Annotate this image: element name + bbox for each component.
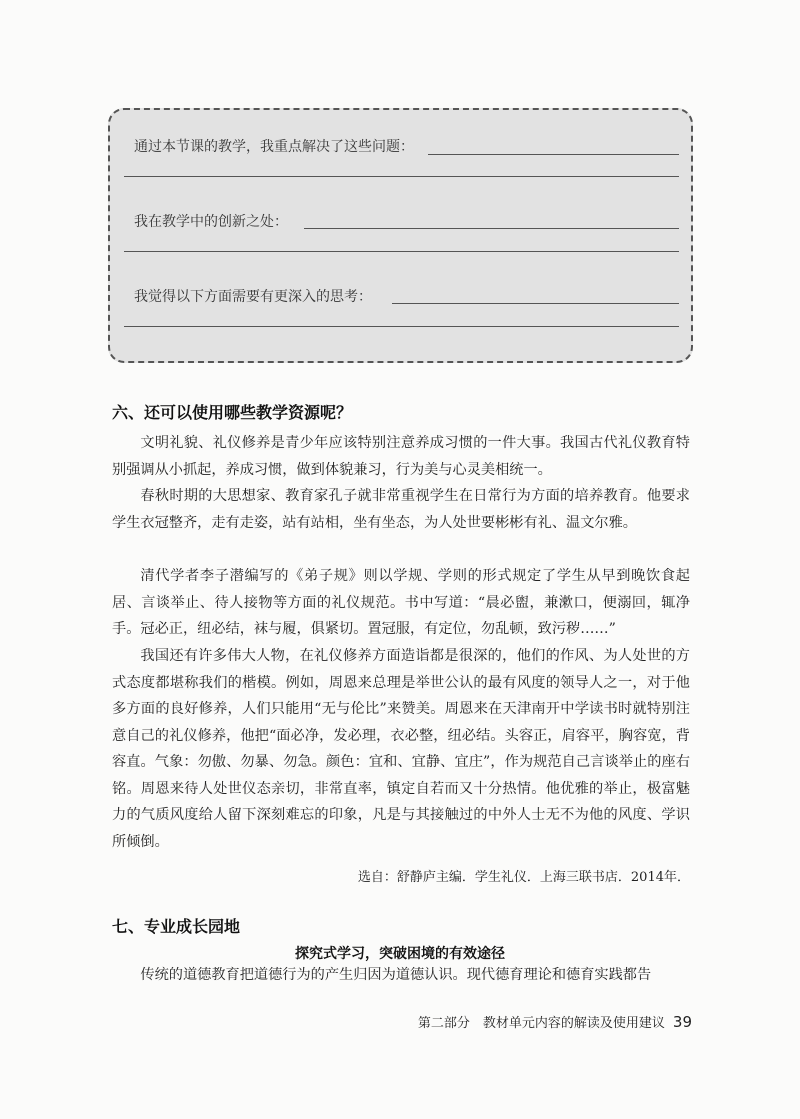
reflection-box bbox=[108, 108, 693, 363]
reflection-prompt-2: 我在教学中的创新之处： bbox=[134, 214, 288, 230]
paragraph: 清代学者李子潜编写的《弟子规》则以学规、学则的形式规定了学生从早到晚饮食起居、言谈举止、待人接物等方面的礼仪规范。书中写道：“晨必盥，兼漱口，便溺回，辄净手。冠必正，纽必结，袜与履，俱紧切。置冠服，有定位，勿乱顿，致污秽……” bbox=[112, 568, 690, 637]
answer-line[interactable] bbox=[124, 251, 679, 252]
section-heading-resources: 六、还可以使用哪些教学资源呢？ bbox=[112, 403, 353, 422]
answer-line[interactable] bbox=[304, 228, 679, 229]
reflection-prompt-3: 我觉得以下方面需要有更深入的思考： bbox=[134, 289, 372, 305]
section-heading-growth: 七、专业成长园地 bbox=[112, 917, 241, 936]
paragraph: 我国还有许多伟大人物，在礼仪修养方面造诣都是很深的，他们的作风、为人处世的方式态度都堪称我们的楷模。例如，周恩来总理是举世公认的最有风度的领导人之一，对于他多方面的良好修养，人们只能用“无与伦比”来赞美。周恩来在天津南开中学读书时就特别注意自己的礼仪修养，他把“面必净，发必理，衣必整，纽必结。头容正，肩容平，胸容宽，背容直。气象：勿傲、勿暴、勿急。颜色：宜和、宜静、宜庄”，作为规范自己言谈举止的座右铭。周恩来待人处世仪态亲切，非常直率，镇定自若而又十分热情。他优雅的举止，极富魅力的气质风度给人留下深刻难忘的印象，凡是与其接触过的中外人士无不为他的风度、学识所倾倒。 bbox=[112, 648, 690, 850]
page-number: 39 bbox=[672, 1013, 692, 1031]
answer-line[interactable] bbox=[124, 326, 679, 327]
article-title: 探究式学习，突破困境的有效途径 bbox=[295, 946, 505, 962]
answer-line[interactable] bbox=[428, 154, 679, 155]
page-footer bbox=[418, 1012, 692, 1031]
answer-line[interactable] bbox=[124, 176, 679, 177]
paragraph: 春秋时期的大思想家、教育家孔子就非常重视学生在日常行为方面的培养教育。他要求学生衣冠整齐，走有走姿，站有站相，坐有坐态，为人处世要彬彬有礼、温文尔雅。 bbox=[112, 488, 690, 531]
reflection-prompt-1: 通过本节课的教学，我重点解决了这些问题： bbox=[134, 139, 414, 155]
paragraph: 文明礼貌、礼仪修养是青少年应该特别注意养成习惯的一件大事。我国古代礼仪教育特别强调从小抓起，养成习惯，做到体貌兼习，行为美与心灵美相统一。 bbox=[112, 435, 690, 478]
source-citation: 选自：舒静庐主编．学生礼仪．上海三联书店．2014年． bbox=[357, 870, 690, 885]
footer-text: 第二部分 教材单元内容的解读及使用建议 bbox=[417, 1016, 665, 1031]
paragraph: 传统的道德教育把道德行为的产生归因为道德认识。现代德育理论和德育实践都告 bbox=[140, 967, 652, 983]
answer-line[interactable] bbox=[392, 303, 679, 304]
